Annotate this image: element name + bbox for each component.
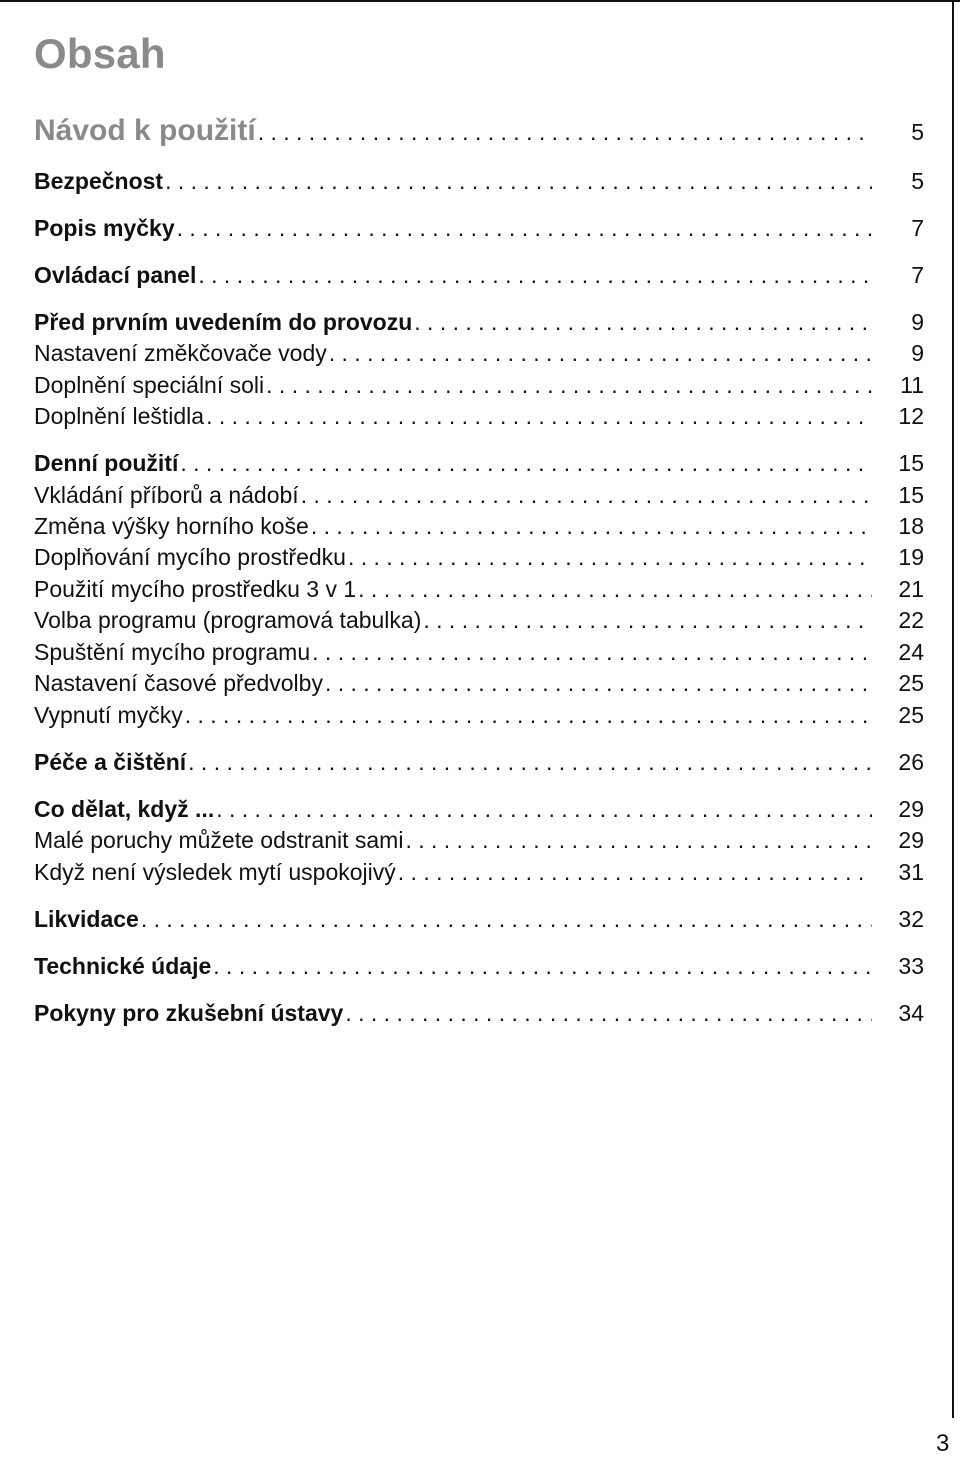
dot-leader — [301, 480, 872, 510]
toc-entry-page: 11 — [900, 372, 924, 398]
toc-entry-page: 12 — [898, 403, 924, 429]
toc-entry-label: Bezpečnost — [34, 168, 164, 194]
toc-entry-page: 24 — [898, 639, 924, 665]
dot-leader — [312, 637, 872, 667]
dot-leader — [180, 448, 872, 478]
page-title: Obsah — [34, 30, 166, 77]
toc-entry-subsection[interactable] — [34, 668, 924, 698]
toc-entry-subsection[interactable] — [34, 370, 924, 400]
dot-leader — [213, 951, 872, 981]
toc-entry-section[interactable] — [34, 904, 924, 934]
toc-entry-section[interactable] — [34, 448, 924, 478]
toc-entry-label: Spuštění mycího programu — [34, 639, 311, 665]
dot-leader — [329, 338, 872, 368]
toc-entry-page: 29 — [898, 796, 924, 822]
dot-leader — [405, 825, 872, 855]
toc-entry-section[interactable] — [34, 794, 924, 824]
toc-entry-label: Před prvním uvedením do provozu — [34, 309, 413, 335]
toc-entry-label: Změna výšky horního koše — [34, 513, 309, 539]
toc-entry-page: 15 — [898, 482, 924, 508]
dot-leader — [185, 700, 872, 730]
toc-entry-chapter[interactable] — [34, 116, 924, 146]
toc-entry-subsection[interactable] — [34, 857, 924, 887]
dot-leader — [266, 370, 872, 400]
toc-entry-label: Co dělat, když ... — [34, 796, 215, 822]
toc-entry-label: Péče a čištění — [34, 749, 187, 775]
toc-entry-label: Vypnutí myčky — [34, 702, 183, 728]
toc-entry-page: 33 — [898, 953, 924, 979]
dot-leader — [165, 166, 872, 196]
dot-leader — [358, 574, 872, 604]
toc-entry-label: Když není výsledek mytí uspokojivý — [34, 859, 396, 885]
toc-entry-subsection[interactable] — [34, 574, 924, 604]
toc-entry-page: 5 — [911, 168, 924, 194]
toc-entry-label: Nastavení časové předvolby — [34, 670, 323, 696]
toc-entry-label: Vkládání příborů a nádobí — [34, 482, 299, 508]
toc-entry-section[interactable] — [34, 213, 924, 243]
toc-entry-label: Nastavení změkčovače vody — [34, 340, 327, 366]
dot-leader — [398, 857, 872, 887]
toc-entry-page: 5 — [911, 119, 924, 145]
toc-entry-section[interactable] — [34, 260, 924, 290]
toc-entry-label: Použití mycího prostředku 3 v 1 — [34, 576, 357, 602]
dot-leader — [216, 794, 872, 824]
toc-entry-label: Doplňování mycího prostředku — [34, 544, 346, 570]
top-border-rule — [0, 0, 960, 2]
right-border-rule — [952, 0, 954, 1418]
toc-entry-section[interactable] — [34, 166, 924, 196]
toc-entry-page: 32 — [898, 906, 924, 932]
dot-leader — [141, 904, 872, 934]
toc-entry-label: Doplnění leštidla — [34, 403, 205, 429]
toc-entry-page: 19 — [898, 544, 924, 570]
toc-entry-page: 15 — [898, 450, 924, 476]
toc-entry-subsection[interactable] — [34, 605, 924, 635]
toc-entry-label: Denní použití — [34, 450, 179, 476]
dot-leader — [423, 605, 872, 635]
toc-entry-section[interactable] — [34, 747, 924, 777]
toc-entry-subsection[interactable] — [34, 700, 924, 730]
toc-entry-section[interactable] — [34, 951, 924, 981]
toc-entry-label: Doplnění speciální soli — [34, 372, 265, 398]
dot-leader — [345, 998, 872, 1028]
toc-entry-label: Ovládací panel — [34, 262, 197, 288]
toc-entry-label: Návod k použití — [34, 114, 256, 147]
toc-entry-page: 7 — [911, 262, 924, 288]
toc-entry-page: 9 — [911, 340, 924, 366]
dot-leader — [177, 213, 872, 243]
toc-entry-page: 25 — [898, 670, 924, 696]
dot-leader — [198, 260, 872, 290]
dot-leader — [311, 511, 872, 541]
toc-entry-page: 22 — [898, 607, 924, 633]
toc-entry-label: Pokyny pro zkušební ústavy — [34, 1000, 344, 1026]
toc-entry-subsection[interactable] — [34, 542, 924, 572]
dot-leader — [188, 747, 872, 777]
dot-leader — [258, 117, 872, 147]
toc-entry-section[interactable] — [34, 998, 924, 1028]
toc-entry-label: Popis myčky — [34, 215, 175, 241]
toc-entry-subsection[interactable] — [34, 338, 924, 368]
toc-entry-subsection[interactable] — [34, 401, 924, 431]
toc-entry-label: Likvidace — [34, 906, 139, 932]
dot-leader — [206, 401, 872, 431]
dot-leader — [325, 668, 872, 698]
toc-entry-label: Volba programu (programová tabulka) — [34, 607, 422, 633]
toc-entry-page: 18 — [898, 513, 924, 539]
toc-entry-page: 21 — [898, 576, 924, 602]
toc-entry-subsection[interactable] — [34, 511, 924, 541]
toc-entry-label: Malé poruchy můžete odstranit sami — [34, 827, 404, 853]
toc-entry-page: 34 — [898, 1000, 924, 1026]
toc-entry-page: 31 — [898, 859, 924, 885]
dot-leader — [348, 542, 872, 572]
toc-entry-subsection[interactable] — [34, 637, 924, 667]
toc-entry-page: 26 — [898, 749, 924, 775]
toc-entry-section[interactable] — [34, 307, 924, 337]
dot-leader — [414, 307, 872, 337]
page-number: 3 — [936, 1430, 950, 1457]
toc-entry-page: 29 — [898, 827, 924, 853]
toc-entry-page: 25 — [898, 702, 924, 728]
toc-entry-subsection[interactable] — [34, 480, 924, 510]
toc-entry-page: 9 — [911, 309, 924, 335]
toc-entry-label: Technické údaje — [34, 953, 212, 979]
toc-entry-page: 7 — [911, 215, 924, 241]
toc-entry-subsection[interactable] — [34, 825, 924, 855]
